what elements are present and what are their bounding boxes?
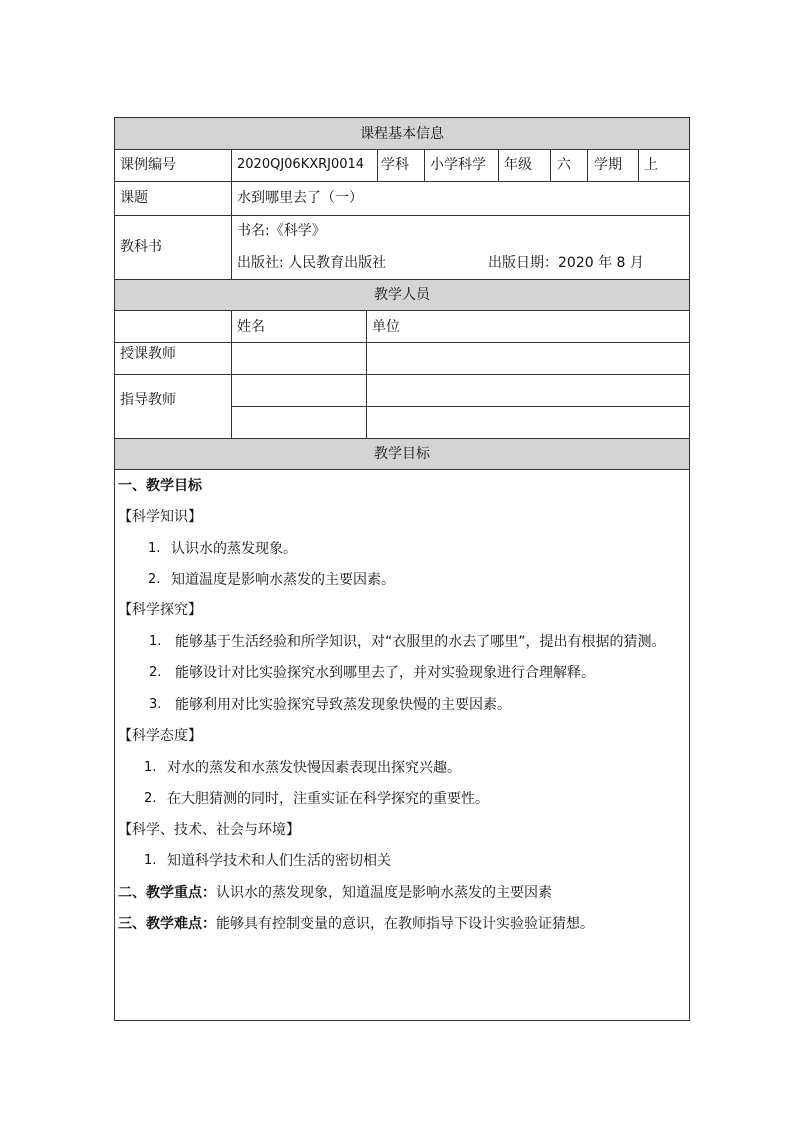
case-no-value: 2020QJ06KXRJ0014: [237, 157, 365, 172]
table-line: [114, 117, 690, 118]
list-item: 认识水的蒸发现象。: [171, 541, 297, 557]
basic-info-header: 课程基本信息: [360, 126, 444, 142]
table-line: [231, 149, 232, 279]
list-item-number: 3.: [149, 697, 162, 712]
subject-value: 小学科学: [430, 157, 486, 173]
list-item: 在大胆猜测的同时，注重实证在科学探究的重要性。: [167, 791, 489, 807]
table-line: [231, 406, 690, 407]
table-line: [114, 438, 690, 439]
list-item-number: 1.: [148, 541, 161, 556]
table-line: [638, 149, 639, 181]
list-item: 知道温度是影响水蒸发的主要因素。: [171, 572, 395, 588]
topic-value: 水到哪里去了（一）: [237, 190, 363, 206]
table-line: [114, 215, 690, 216]
difficulty-point: [118, 915, 594, 933]
table-line: [114, 342, 690, 343]
table-line: [689, 117, 690, 1021]
row-guide-label: 指导教师: [120, 392, 176, 408]
col-name-header: 姓名: [237, 319, 265, 335]
table-line: [114, 149, 690, 150]
book-name: 书名:《科学》: [237, 223, 326, 239]
goals-header: 教学目标: [374, 446, 430, 462]
key-point-label: 二、教学重点：: [118, 885, 216, 901]
list-item: 对水的蒸发和水蒸发快慢因素表现出探究兴趣。: [167, 760, 461, 776]
key-point: [118, 884, 552, 902]
attitude-title: 【科学态度】: [118, 728, 202, 744]
table-line: [424, 149, 425, 181]
pub-date: 出版日期：2020 年 8 月: [488, 255, 644, 271]
subject-label: 学科: [381, 157, 409, 173]
key-point-text: 认识水的蒸发现象，知道温度是影响水蒸发的主要因素: [216, 885, 552, 901]
difficulty-label: 三、教学难点：: [118, 916, 216, 932]
table-line: [587, 149, 588, 181]
term-value: 上: [644, 157, 658, 173]
list-item-number: 1.: [144, 853, 157, 868]
topic-label: 课题: [120, 190, 148, 206]
list-item: 能够利用对比实验探究导致蒸发现象快慢的主要因素。: [175, 697, 511, 713]
textbook-label: 教科书: [120, 239, 162, 255]
col-unit-header: 单位: [372, 319, 400, 335]
table-line: [498, 149, 499, 181]
table-line: [377, 149, 378, 181]
grade-label: 年级: [504, 157, 532, 173]
table-line: [114, 117, 115, 1021]
list-item-number: 2.: [144, 791, 157, 806]
list-item-number: 2.: [149, 665, 162, 680]
table-line: [114, 181, 690, 182]
staff-header: 教学人员: [374, 287, 430, 303]
list-item-number: 1.: [149, 634, 162, 649]
table-line: [231, 310, 232, 438]
grade-value: 六: [557, 157, 571, 173]
case-no-label: 课例编号: [120, 157, 176, 173]
list-item-number: 2.: [148, 572, 161, 587]
table-line: [114, 279, 690, 280]
sts-title: 【科学、技术、社会与环境】: [118, 822, 300, 838]
goals-section-title: 一、教学目标: [118, 478, 202, 494]
table-line: [114, 310, 690, 311]
table-line: [114, 1020, 690, 1021]
publisher: 出版社: 人民教育出版社: [237, 255, 387, 271]
list-item: 能够基于生活经验和所学知识，对“衣服里的水去了哪里”，提出有根据的猜测。: [175, 634, 666, 650]
term-label: 学期: [594, 157, 622, 173]
table-line: [550, 149, 551, 181]
row-teacher-label: 授课教师: [120, 346, 176, 362]
table-line: [114, 374, 690, 375]
list-item-number: 1.: [144, 760, 157, 775]
list-item: 能够设计对比实验探究水到哪里去了，并对实验现象进行合理解释。: [175, 665, 595, 681]
difficulty-text: 能够具有控制变量的意识，在教师指导下设计实验验证猜想。: [216, 916, 594, 932]
table-line: [366, 310, 367, 438]
inquiry-title: 【科学探究】: [118, 602, 202, 618]
knowledge-title: 【科学知识】: [118, 509, 202, 525]
table-line: [114, 469, 690, 470]
list-item: 知道科学技术和人们生活的密切相关: [167, 853, 391, 869]
